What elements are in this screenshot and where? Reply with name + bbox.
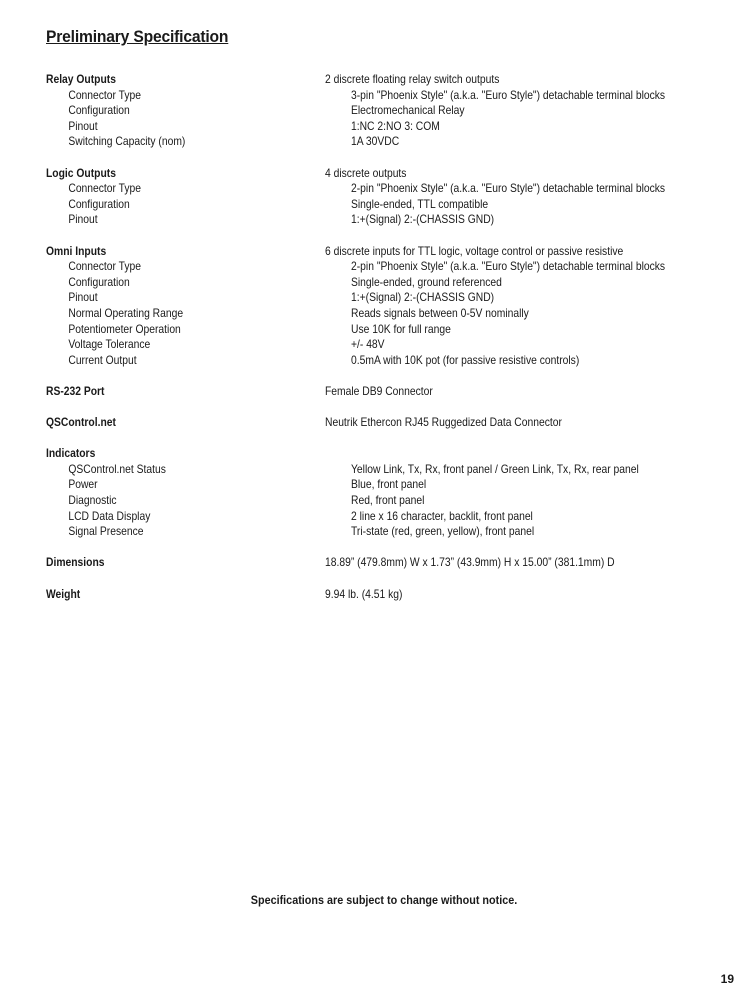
spec-label: LCD Data Display	[68, 508, 151, 523]
spec-heading: Weight	[46, 586, 81, 601]
spec-value: Yellow Link, Tx, Rx, front panel / Green Link, Tx, Rx, rear panel	[351, 461, 639, 476]
spec-heading: QSControl.net	[46, 415, 116, 430]
spec-label: Connector Type	[68, 87, 142, 102]
spec-heading: Relay Outputs	[46, 72, 116, 86]
spec-value: 2 line x 16 character, backlit, front panel	[351, 508, 533, 523]
spec-heading: Omni Inputs	[46, 243, 107, 258]
spec-section	[46, 415, 736, 431]
spec-value: Use 10K for full range	[351, 321, 451, 336]
spec-heading: RS-232 Port	[46, 383, 105, 398]
spec-value: 1:NC 2:NO 3: COM	[351, 118, 440, 133]
spec-label: Power	[68, 477, 98, 492]
spec-row	[46, 181, 736, 197]
spec-label: Pinout	[68, 118, 98, 133]
spec-heading-value: 4 discrete outputs	[325, 165, 407, 180]
spec-value: 3-pin "Phoenix Style" (a.k.a. "Euro Style") detachable terminal blocks	[351, 87, 666, 102]
spec-value: Blue, front panel	[351, 477, 427, 492]
spec-heading-value	[325, 446, 678, 462]
spec-row	[46, 353, 736, 369]
spec-label: Potentiometer Operation	[68, 321, 181, 336]
spec-heading-value: 9.94 lb. (4.51 kg)	[325, 586, 403, 601]
spec-row	[46, 477, 736, 493]
spec-row	[46, 134, 736, 150]
spec-heading: Dimensions	[46, 555, 105, 570]
spec-row	[46, 88, 736, 104]
spec-section	[46, 446, 736, 540]
spec-label: Normal Operating Range	[68, 305, 184, 320]
spec-value: 2-pin "Phoenix Style" (a.k.a. "Euro Style") detachable terminal blocks	[351, 259, 666, 274]
spec-label: Pinout	[68, 212, 98, 227]
spec-section	[46, 72, 736, 150]
spec-row	[46, 524, 736, 540]
spec-row	[46, 337, 736, 353]
spec-row	[46, 493, 736, 509]
spec-value: 1:+(Signal) 2:-(CHASSIS GND)	[351, 212, 495, 227]
spec-section	[46, 587, 736, 603]
spec-row	[46, 275, 736, 291]
spec-heading: Logic Outputs	[46, 165, 116, 180]
spec-heading: Indicators	[46, 446, 96, 461]
spec-label: Configuration	[68, 196, 130, 211]
spec-table	[46, 72, 736, 618]
spec-label: Current Output	[68, 352, 137, 367]
spec-value: Tri-state (red, green, yellow), front panel	[351, 524, 535, 539]
spec-row	[46, 509, 736, 525]
spec-label: Voltage Tolerance	[68, 337, 151, 352]
spec-label: Pinout	[68, 290, 98, 305]
spec-label: Switching Capacity (nom)	[68, 134, 186, 149]
spec-row	[46, 290, 736, 306]
spec-heading-row	[46, 446, 736, 462]
spec-value: Electromechanical Relay	[351, 103, 465, 118]
spec-section	[46, 244, 736, 369]
spec-row	[46, 306, 736, 322]
page-title: Preliminary Specification	[46, 27, 229, 46]
footer-note: Specifications are subject to change without notice.	[250, 893, 518, 907]
spec-value: Red, front panel	[351, 493, 425, 508]
spec-value: 1A 30VDC	[351, 134, 400, 149]
spec-heading-value: Neutrik Ethercon RJ45 Ruggedized Data Connector	[325, 415, 562, 430]
spec-row	[46, 322, 736, 338]
spec-label: Diagnostic	[68, 493, 117, 508]
spec-heading-value: 6 discrete inputs for TTL logic, voltage control or passive resistive	[325, 243, 624, 258]
spec-value: 0.5mA with 10K pot (for passive resistive controls)	[351, 352, 580, 367]
spec-row	[46, 462, 736, 478]
spec-value: Reads signals between 0-5V nominally	[351, 305, 529, 320]
spec-heading-row	[46, 555, 736, 571]
spec-label: Connector Type	[68, 181, 142, 196]
spec-heading-row	[46, 166, 736, 182]
spec-heading-row	[46, 244, 736, 260]
spec-label: QSControl.net Status	[68, 461, 166, 476]
spec-section	[46, 555, 736, 571]
spec-heading-value: 2 discrete floating relay switch outputs	[325, 72, 500, 86]
spec-value: +/- 48V	[351, 337, 385, 352]
spec-section	[46, 384, 736, 400]
page-number: 19	[720, 972, 734, 986]
spec-heading-row	[46, 384, 736, 400]
spec-label: Configuration	[68, 103, 130, 118]
spec-row	[46, 212, 736, 228]
spec-heading-row	[46, 72, 736, 88]
spec-row	[46, 119, 736, 135]
spec-row	[46, 259, 736, 275]
spec-row	[46, 197, 736, 213]
spec-heading-row	[46, 587, 736, 603]
spec-row	[46, 103, 736, 119]
spec-value: Single-ended, ground referenced	[351, 274, 502, 289]
spec-label: Signal Presence	[68, 524, 144, 539]
spec-heading-value: Female DB9 Connector	[325, 383, 433, 398]
spec-label: Configuration	[68, 274, 130, 289]
spec-label: Connector Type	[68, 259, 142, 274]
spec-value: Single-ended, TTL compatible	[351, 196, 489, 211]
spec-value: 2-pin "Phoenix Style" (a.k.a. "Euro Style") detachable terminal blocks	[351, 181, 666, 196]
spec-heading-row	[46, 415, 736, 431]
spec-heading-value: 18.89” (479.8mm) W x 1.73” (43.9mm) H x 15.00” (381.1mm) D	[325, 555, 615, 570]
spec-value: 1:+(Signal) 2:-(CHASSIS GND)	[351, 290, 495, 305]
spec-section	[46, 166, 736, 228]
